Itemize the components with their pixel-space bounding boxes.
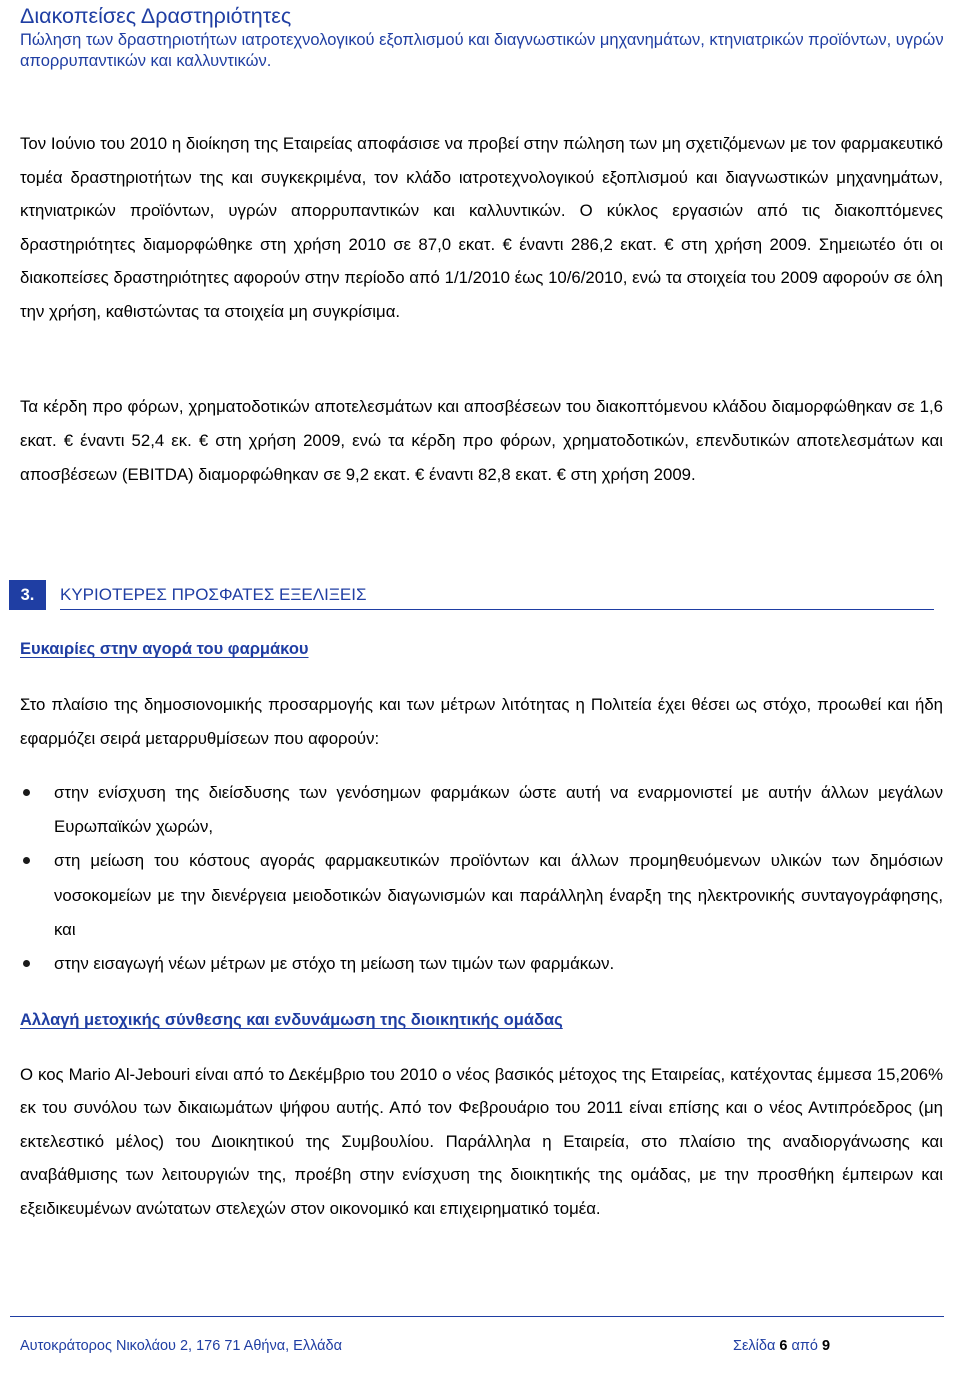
page-of-label: από (791, 1338, 818, 1354)
market-intro-paragraph: Στο πλαίσιο της δημοσιονομικής προσαρμογής και των μέτρων λιτότητας η Πολιτεία έχει θέσει ως στόχο, προωθεί και ήδη εφαρμόζει σειρά μεταρρυθμίσεων που αφορούν: (20, 695, 943, 748)
list-item-text: στην ενίσχυση της διείσδυσης των γενόσημων φαρμάκων ώστε αυτή να εναρμονιστεί με αυτήν άλλων μεγάλων Ευρωπαϊκών χωρών, (54, 783, 943, 837)
section-title: ΚΥΡΙΟΤΕΡΕΣ ΠΡΟΣΦΑΤΕΣ ΕΞΕΛΙΞΕΙΣ (60, 585, 367, 604)
list-item (20, 844, 943, 947)
section-number: 3. (9, 580, 46, 610)
bullet-icon (23, 857, 30, 864)
list-item (20, 776, 943, 844)
bullet-icon (23, 789, 30, 796)
list-item-text: στην εισαγωγή νέων μέτρων με στόχο τη μείωση των τιμών των φαρμάκων. (54, 954, 615, 974)
list-item (20, 947, 943, 981)
list-item-text: στη μείωση του κόστους αγοράς φαρμακευτικών προϊόντων και άλλων προμηθευόμενων υλικών των δημόσιων νοσοκομείων με την διενέργεια μειοδοτικών διαγωνισμών και παράλληλη έναρξη της ηλεκτρονικής συνταγογράφησης, και (54, 851, 943, 939)
page-current: 6 (779, 1338, 788, 1354)
page-label: Σελίδα (733, 1338, 776, 1354)
page-total: 9 (821, 1338, 831, 1354)
section-underline (60, 609, 934, 610)
subsection-heading-market: Ευκαιρίες στην αγορά του φαρμάκου (20, 640, 309, 658)
footer-address: Αυτοκράτορος Νικολάου 2, 176 71 Αθήνα, Ελλάδα (20, 1338, 342, 1354)
page-number (733, 1337, 830, 1355)
shareholding-paragraph: Ο κος Mario Al-Jebouri είναι από το Δεκέμβριο του 2010 ο νέος βασικός μέτοχος της Εταιρείας, κατέχοντας έμμεσα 15,206% εκ του συνόλου των δικαιωμάτων ψήφου αυτής. Από τον Φεβρουάριο του 2011 είναι επίσης και ο νέος Αντιπρόεδρος (μη εκτελεστικό μέλος) του Διοικητικού της Συμβουλίου. Παράλληλα η Εταιρεία, στο πλαίσιο της αναδιοργάνωσης και αναβάθμισης των λειτουργιών της, προέβη στην ενίσχυση της διοικητικής της ομάδας, με την προσθήκη έμπειρων και εξειδικευμένων ανώτατων στελεχών στον οικονομικό και επιχειρηματικό τομέα. (20, 1065, 943, 1218)
page-subtitle: Πώληση των δραστηριοτήτων ιατροτεχνολογικού εξοπλισμού και διαγνωστικών μηχανημάτων, κτηνιατρικών προϊόντων, υγρών απορρυπαντικών και καλλυντικών. (20, 31, 944, 70)
reforms-list (20, 776, 943, 981)
footer-divider (10, 1316, 944, 1317)
page-title: Διακοπείσες Δραστηριότητες (20, 4, 292, 28)
subsection-heading-shareholding: Αλλαγή μετοχικής σύνθεσης και ενδυνάμωση της διοικητικής ομάδας (20, 1011, 563, 1029)
section-heading (9, 580, 929, 610)
ebitda-paragraph: Τα κέρδη προ φόρων, χρηματοδοτικών αποτελεσμάτων και αποσβέσεων του διακοπτόμενου κλάδου διαμορφώθηκαν σε 1,6 εκατ. € έναντι 52,4 εκ. € στη χρήση 2009, ενώ τα κέρδη προ φόρων, χρηματοδοτικών, επενδυτικών αποτελεσμάτων και αποσβέσεων (EBITDA) διαμορφώθηκαν σε 9,2 εκατ. € έναντι 82,8 εκατ. € στη χρήση 2009. (20, 397, 943, 485)
bullet-icon (23, 960, 30, 967)
discontinued-operations-paragraph: Τον Ιούνιο του 2010 η διοίκηση της Εταιρείας αποφάσισε να προβεί στην πώληση των μη σχετιζόμενων με τον φαρμακευτικό τομέα δραστηριοτήτων της και συγκεκριμένα, τον κλάδο ιατροτεχνολογικού εξοπλισμού και διαγνωστικών μηχανημάτων, κτηνιατρικών προϊόντων, υγρών απορρυπαντικών και καλλυντικών. Ο κύκλος εργασιών από τις διακοπτόμενες δραστηριότητες διαμορφώθηκε στη χρήση 2010 σε 87,0 εκατ. € έναντι 286,2 εκατ. € στη χρήση 2009. Σημειωτέο ότι οι διακοπείσες δραστηριότητες αφορούν στην περίοδο από 1/1/2010 έως 10/6/2010, ενώ τα στοιχεία του 2009 αφορούν σε όλη την χρήση, καθιστώντας τα στοιχεία μη συγκρίσιμα. (20, 134, 943, 321)
